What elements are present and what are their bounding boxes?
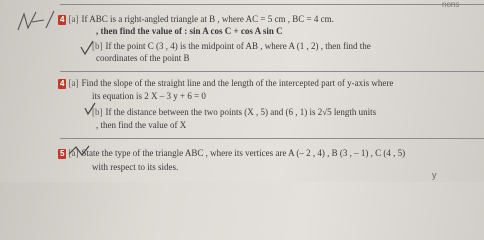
q5a-line1: [58, 78, 393, 89]
checkmark-icon: [84, 102, 96, 116]
q5b-line1: [92, 107, 376, 117]
q4b-text-1: If the point C (3 , 4) is the midpoint of AB , where A (1 , 2) , then find the: [105, 41, 371, 51]
q5b-text-1: If the distance between the two points (X , 5) and (6 , 1) is 2√5 length units: [105, 107, 377, 117]
part-label: [a]: [68, 14, 79, 24]
part-label: [a]: [68, 148, 79, 158]
separator: [60, 138, 484, 139]
q4a-line2: , then find the value of : sin A cos C + cos A sin C: [96, 26, 283, 36]
q4b-line2: coordinates of the point B: [96, 53, 190, 63]
part-label: [b]: [92, 41, 103, 51]
question-number: 5: [60, 149, 65, 158]
q5a-line2: its equation is 2 X – 3 y + 6 = 0: [92, 91, 206, 101]
q6a-line1: [58, 148, 405, 159]
handwritten-scribble: [16, 8, 58, 34]
part-label: [a]: [68, 78, 79, 88]
top-rule: [60, 4, 484, 5]
question-number: 4: [60, 15, 65, 24]
separator: [60, 71, 484, 72]
q6a-line2: with respect to its sides.: [92, 162, 179, 172]
corner-text: nons: [442, 0, 460, 9]
question-number: 4: [60, 79, 65, 88]
q4a-line1: [58, 14, 334, 25]
q5b-line2: , then find the value of X: [96, 120, 187, 130]
q4a-text-1: If ABC is a right-angled triangle at B , where AC = 5 cm , BC = 4 cm.: [81, 14, 334, 24]
checkmark-icon: [80, 40, 94, 56]
q6a-text-1: State the type of the triangle ABC , where its vertices are A (– 2 , 4) , B (3 , – 1) , C (4 , 5): [81, 148, 406, 158]
handwritten-mark: y: [432, 170, 437, 180]
pen-stroke-icon: [68, 144, 90, 158]
q5a-text-1: Find the slope of the straight line and the length of the intercepted part of y-axis where: [81, 78, 394, 88]
q4b-line1: [92, 41, 371, 51]
part-label: [b]: [92, 107, 103, 117]
